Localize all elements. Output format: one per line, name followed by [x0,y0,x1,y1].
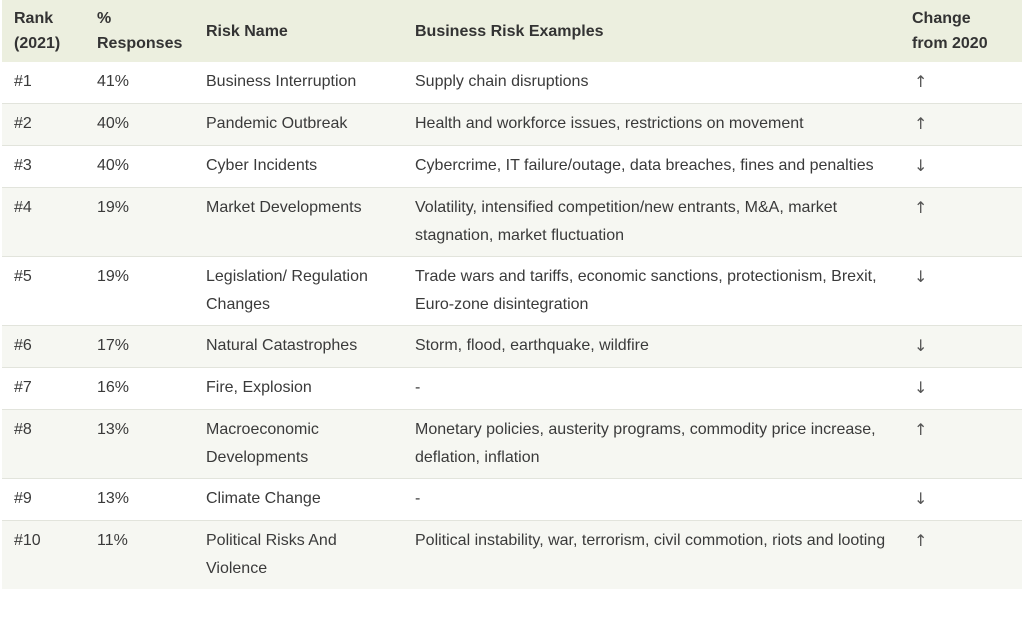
risk-name-cell: Climate Change [194,479,403,521]
table-row [2,479,1022,521]
table-row [2,410,1022,479]
change-cell [900,521,1022,590]
percent-cell: 17% [85,326,194,368]
header-rank-line2: (2021) [14,35,61,52]
risk-name-cell: Political Risks And Violence [194,521,403,590]
arrow-down-icon: ↓ [914,267,928,286]
risk-name-cell: Cyber Incidents [194,146,403,188]
table-row [2,104,1022,146]
percent-cell: 11% [85,521,194,590]
percent-cell: 19% [85,257,194,326]
examples-cell: Trade wars and tariffs, economic sanctions, protectionism, Brexit, Euro-zone disintegration [403,257,900,326]
examples-cell: Storm, flood, earthquake, wildfire [403,326,900,368]
table-row [2,62,1022,104]
rank-cell: #4 [2,188,85,257]
header-examples: Business Risk Examples [403,0,900,62]
rank-cell: #1 [2,62,85,104]
arrow-up-icon: ↑ [914,72,928,91]
table-row [2,146,1022,188]
change-cell [900,104,1022,146]
table-row [2,521,1022,590]
table-row [2,188,1022,257]
examples-cell: Health and workforce issues, restrictions on movement [403,104,900,146]
change-cell [900,257,1022,326]
arrow-down-icon: ↓ [914,489,928,508]
rank-cell: #9 [2,479,85,521]
risk-name-cell: Natural Catastrophes [194,326,403,368]
percent-cell: 13% [85,410,194,479]
change-cell [900,368,1022,410]
rank-cell: #3 [2,146,85,188]
rank-cell: #10 [2,521,85,590]
change-cell [900,188,1022,257]
rank-cell: #6 [2,326,85,368]
header-pct-line2: Responses [97,35,183,52]
header-change [900,0,1022,62]
rank-cell: #5 [2,257,85,326]
risk-name-cell: Market Developments [194,188,403,257]
arrow-up-icon: ↑ [914,114,928,133]
examples-cell: - [403,479,900,521]
risk-name-cell: Macroeconomic Developments [194,410,403,479]
risk-ranking-table [2,0,1022,589]
arrow-down-icon: ↓ [914,156,928,175]
percent-cell: 40% [85,146,194,188]
arrow-down-icon: ↓ [914,336,928,355]
change-cell [900,479,1022,521]
examples-cell: Political instability, war, terrorism, civil commotion, riots and looting [403,521,900,590]
arrow-up-icon: ↑ [914,198,928,217]
table-row [2,326,1022,368]
examples-cell: Volatility, intensified competition/new entrants, M&A, market stagnation, market fluctuation [403,188,900,257]
arrow-down-icon: ↓ [914,378,928,397]
table-row [2,257,1022,326]
table-row [2,368,1022,410]
header-pct [85,0,194,62]
arrow-up-icon: ↑ [914,420,928,439]
header-change-line2: from 2020 [912,35,988,52]
change-cell [900,410,1022,479]
risk-name-cell: Legislation/ Regulation Changes [194,257,403,326]
header-row [2,0,1022,62]
examples-cell: Cybercrime, IT failure/outage, data breaches, fines and penalties [403,146,900,188]
header-change-line1: Change [912,10,971,27]
examples-cell: Supply chain disruptions [403,62,900,104]
percent-cell: 40% [85,104,194,146]
arrow-up-icon: ↑ [914,531,928,550]
table-body [2,62,1022,589]
percent-cell: 41% [85,62,194,104]
change-cell [900,62,1022,104]
header-rank-line1: Rank [14,10,54,27]
examples-cell: - [403,368,900,410]
risk-name-cell: Pandemic Outbreak [194,104,403,146]
change-cell [900,326,1022,368]
percent-cell: 19% [85,188,194,257]
percent-cell: 16% [85,368,194,410]
table-header [2,0,1022,62]
header-rank [2,0,85,62]
rank-cell: #7 [2,368,85,410]
percent-cell: 13% [85,479,194,521]
header-pct-line1: % [97,10,112,27]
risk-name-cell: Business Interruption [194,62,403,104]
examples-cell: Monetary policies, austerity programs, commodity price increase, deflation, inflation [403,410,900,479]
risk-name-cell: Fire, Explosion [194,368,403,410]
rank-cell: #2 [2,104,85,146]
rank-cell: #8 [2,410,85,479]
header-risk-name: Risk Name [194,0,403,62]
change-cell [900,146,1022,188]
